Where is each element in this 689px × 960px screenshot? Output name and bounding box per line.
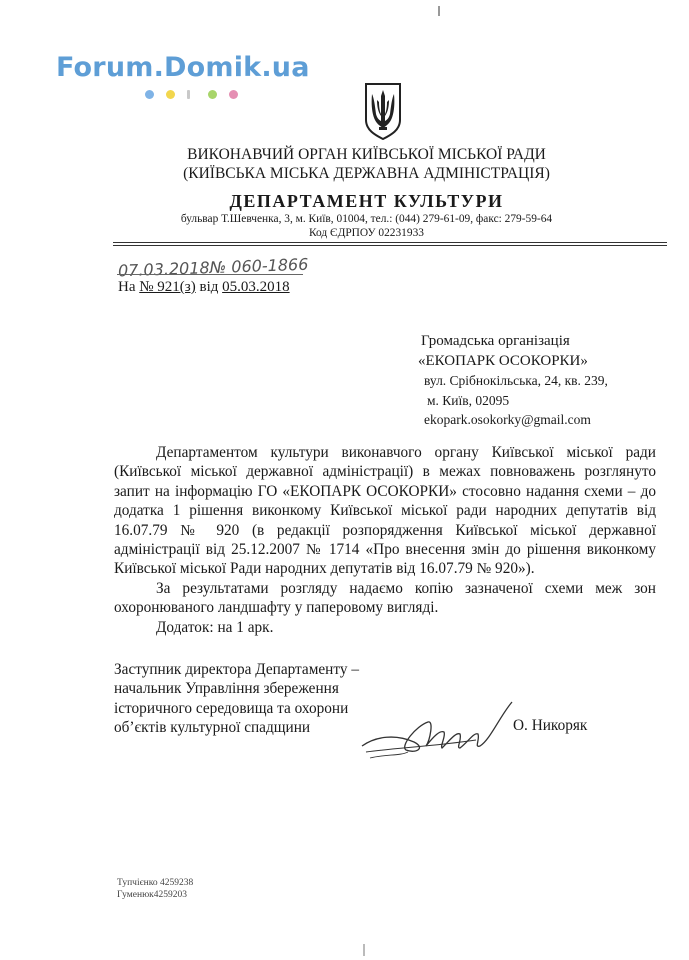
watermark-logo: Forum.Domik.ua — [56, 52, 310, 83]
position-line: історичного середовища та охорони — [114, 699, 349, 717]
org-name-line-2: (КИЇВСЬКА МІСЬКА ДЕРЖАВНА АДМІНІСТРАЦІЯ) — [183, 165, 550, 182]
coat-of-arms-icon — [363, 82, 403, 140]
letter-body — [114, 443, 656, 637]
ref-number: № 921(з) — [139, 279, 196, 295]
watermark-dot — [229, 90, 238, 99]
ref-date: 05.03.2018 — [222, 279, 290, 295]
signatory-position — [114, 660, 359, 738]
department-address: бульвар Т.Шевченка, 3, м. Київ, 01004, тел.: (044) 279-61-09, факс: 279-59-64 — [180, 213, 553, 225]
department-title: ДЕПАРТАМЕНТ КУЛЬТУРИ — [229, 191, 504, 211]
watermark-dot — [187, 90, 190, 99]
watermark-dot — [166, 90, 175, 99]
signer-name: О. Никоряк — [513, 717, 588, 734]
recipient-block — [418, 332, 608, 430]
recipient-city: м. Київ, 02095 — [427, 392, 510, 408]
position-line: об’єктів культурної спадщини — [114, 719, 311, 737]
body-paragraph: Департаментом культури виконавчого органу Київської міської ради (Київської міської державної адміністрації) в межах повноважень розглянуто запит на інформацію ГО «ЕКОПАРК ОСОКОРКИ» стосовно надання схеми – до додатка 1 рішення виконкому Київської міської ради народних депутатів від 16.07.79 № 920 (в редакції розпорядження Київської міської державної адміністрації від 25.12.2007 № 1714 «Про внесення змін до рішення виконкому Київської міської Ради народних депутатів від 16.07.79 № 920»). — [114, 444, 656, 578]
position-line: начальник Управління збереження — [114, 680, 339, 698]
watermark-dot — [208, 90, 217, 99]
executors — [117, 877, 193, 901]
body-paragraph: За результатами розгляду надаємо копію зазначеної схеми меж зон охоронюваного ландшафту у паперовому вигляді. — [114, 579, 656, 617]
header-divider — [113, 242, 667, 243]
edrpou-code: Код ЄДРПОУ 02231933 — [309, 227, 424, 239]
ref-prefix: На — [118, 279, 136, 295]
outgoing-registration-handwritten: 07.03.2018№ 060-1866 — [117, 254, 309, 281]
ref-mid: від — [199, 279, 219, 295]
recipient-street: вул. Срібнокільська, 24, кв. 239, — [424, 373, 608, 388]
executor-line: Тупчієнко 4259238 — [117, 878, 194, 888]
org-name-line-1: ВИКОНАВЧИЙ ОРГАН КИЇВСЬКОЇ МІСЬКОЇ РАДИ — [187, 146, 546, 163]
position-line: Заступник директора Департаменту – — [114, 661, 359, 678]
recipient-name: «ЕКОПАРК ОСОКОРКИ» — [418, 352, 588, 369]
attachment-note: Додаток: на 1 арк. — [156, 618, 274, 636]
recipient-type: Громадська організація — [421, 333, 570, 349]
executor-line: Гуменюк4259203 — [117, 890, 188, 900]
header-divider — [113, 245, 667, 246]
scan-mark — [438, 6, 440, 16]
scan-mark — [363, 944, 365, 956]
recipient-email: ekopark.osokorky@gmail.com — [424, 412, 591, 427]
reference-line — [118, 279, 290, 296]
watermark-dot — [145, 90, 154, 99]
handwritten-signature — [356, 696, 516, 766]
registration-underline — [117, 274, 303, 275]
